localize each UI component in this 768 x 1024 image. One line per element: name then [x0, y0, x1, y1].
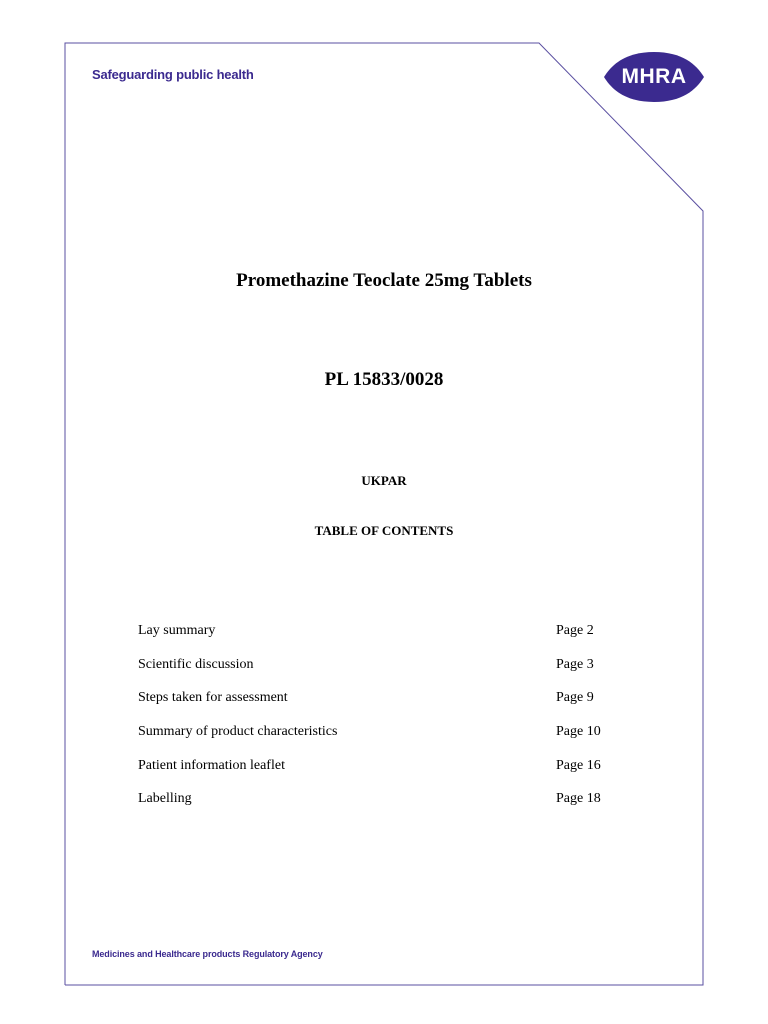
toc-label: Scientific discussion [138, 656, 254, 672]
toc-row[interactable] [138, 623, 618, 657]
toc-label: Steps taken for assessment [138, 690, 288, 706]
toc-row[interactable] [138, 758, 618, 792]
toc-page: Page 10 [556, 724, 601, 740]
agency-name: Medicines and Healthcare products Regulatory Agency [92, 949, 323, 959]
toc-label: Lay summary [138, 623, 216, 638]
tagline: Safeguarding public health [92, 67, 254, 82]
toc-row[interactable] [138, 791, 618, 825]
table-of-contents [138, 623, 618, 825]
toc-label: Labelling [138, 791, 192, 807]
toc-row[interactable] [138, 690, 618, 724]
toc-heading: TABLE OF CONTENTS [314, 523, 454, 538]
report-type: UKPAR [361, 473, 407, 488]
toc-page: Page 2 [556, 623, 594, 638]
licence-number: PL 15833/0028 [324, 369, 444, 390]
toc-row[interactable] [138, 724, 618, 758]
toc-page: Page 16 [556, 757, 601, 773]
toc-page: Page 18 [556, 791, 601, 807]
toc-page: Page 3 [556, 656, 594, 672]
document-title: Promethazine Teoclate 25mg Tablets [236, 270, 532, 291]
toc-label: Summary of product characteristics [138, 724, 338, 740]
toc-row[interactable] [138, 657, 618, 691]
toc-page: Page 9 [556, 690, 594, 706]
logo-text: MHRA [621, 65, 687, 88]
toc-label: Patient information leaflet [138, 757, 285, 773]
